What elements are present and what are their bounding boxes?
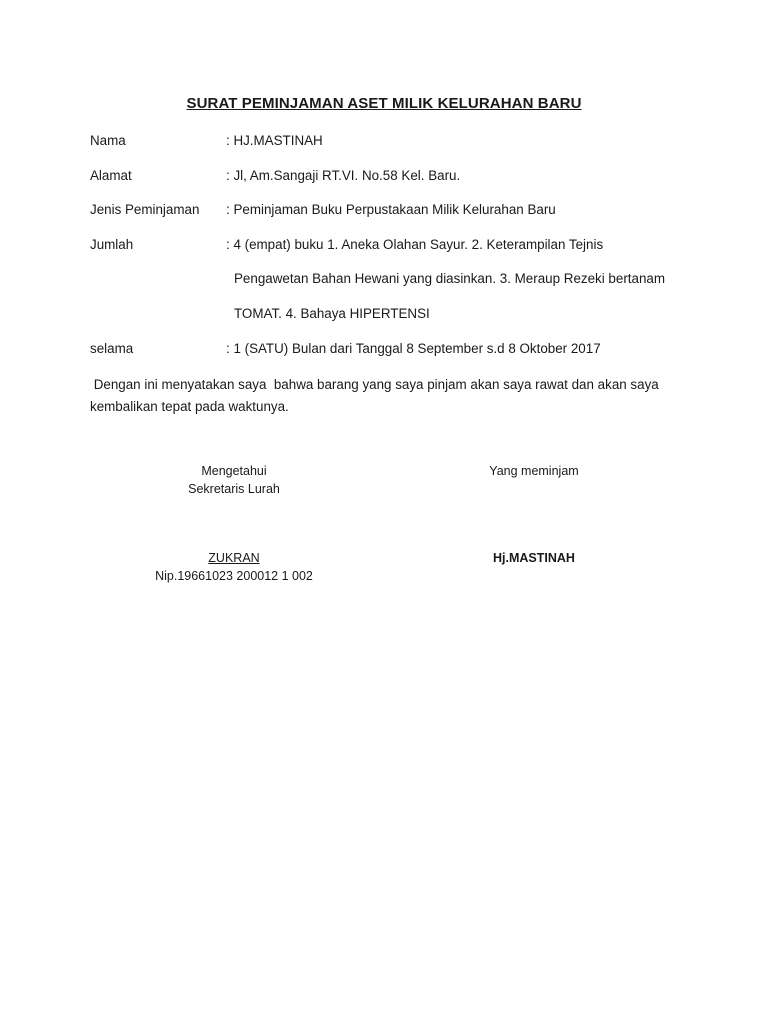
- field-value-jenis-peminjaman: : Peminjaman Buku Perpustakaan Milik Kelurahan Baru: [226, 202, 556, 217]
- right-sig-heading-1: Yang meminjam: [489, 464, 579, 478]
- field-label-jumlah: Jumlah: [90, 237, 134, 252]
- right-sig-name: Hj.MASTINAH: [493, 551, 575, 565]
- field-value-alamat: : Jl, Am.Sangaji RT.VI. No.58 Kel. Baru.: [226, 168, 461, 183]
- statement-line-1: Dengan ini menyatakan saya bahwa barang yang saya pinjam akan saya rawat dan akan saya: [90, 377, 659, 392]
- field-value-jumlah: : 4 (empat) buku 1. Aneka Olahan Sayur. 2. Keterampilan Tejnis: [226, 237, 604, 252]
- field-value-selama: : 1 (SATU) Bulan dari Tanggal 8 September s.d 8 Oktober 2017: [226, 341, 601, 356]
- statement-line-2: kembalikan tepat pada waktunya.: [90, 399, 289, 414]
- field-value-nama: : HJ.MASTINAH: [226, 133, 323, 148]
- jumlah-continuation-line-1: Pengawetan Bahan Hewani yang diasinkan. 3. Meraup Rezeki bertanam: [234, 271, 665, 286]
- field-label-nama: Nama: [90, 133, 126, 148]
- jumlah-continuation-line-2: TOMAT. 4. Bahaya HIPERTENSI: [234, 306, 430, 321]
- field-label-alamat: Alamat: [90, 168, 132, 183]
- field-label-selama: selama: [90, 341, 134, 356]
- left-sig-heading-1: Mengetahui: [201, 464, 267, 478]
- left-sig-name: ZUKRAN: [208, 551, 260, 565]
- left-sig-nip: Nip.19661023 200012 1 002: [155, 569, 313, 583]
- left-sig-heading-2: Sekretaris Lurah: [188, 482, 280, 496]
- document-title: SURAT PEMINJAMAN ASET MILIK KELURAHAN BARU: [186, 95, 582, 112]
- field-label-jenis-peminjaman: Jenis Peminjaman: [90, 202, 200, 217]
- statement-paragraph: [90, 374, 680, 418]
